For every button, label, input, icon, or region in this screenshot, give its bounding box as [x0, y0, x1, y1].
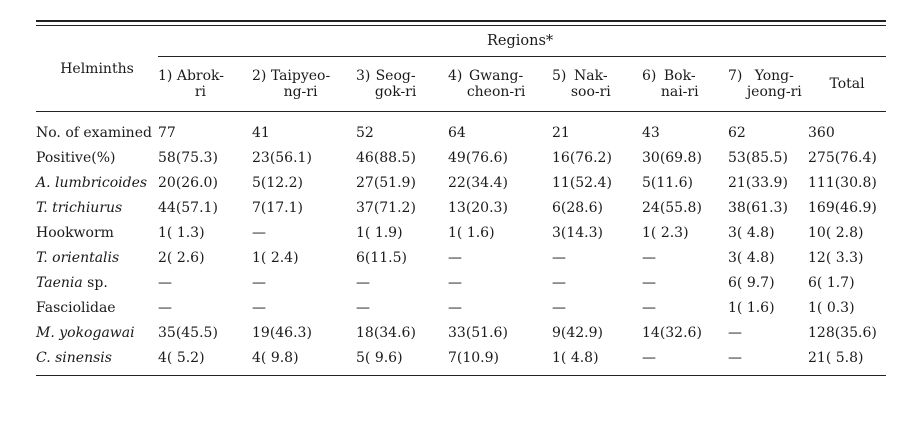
cell-value: 53(85.5): [728, 149, 788, 166]
cell-value: 77: [158, 124, 176, 141]
cell-value: 2( 2.6): [158, 249, 205, 266]
table-row: [36, 195, 886, 220]
cell-value: 5(11.6): [642, 174, 694, 191]
table-row: [36, 295, 886, 320]
cell-value: 1( 1.6): [448, 224, 495, 241]
row-label-italic: A. lumbricoides: [36, 174, 148, 191]
cell-value: 11(52.4): [552, 174, 612, 191]
cell-value: —: [642, 274, 656, 291]
col-name-line1: Nak-: [574, 68, 608, 84]
cell-value: 13(20.3): [448, 199, 508, 216]
row-label: [36, 295, 158, 320]
regions-title: Regions*: [486, 33, 554, 49]
col-header-2: [252, 57, 356, 112]
col-number: 1): [158, 68, 173, 84]
cell-value: 24(55.8): [642, 199, 702, 216]
cell-value: 5( 9.6): [356, 349, 403, 366]
col-number: 7): [728, 68, 743, 84]
cell-total: 21( 5.8): [808, 349, 864, 366]
regions-header-row: [36, 26, 886, 57]
cell-value: 43: [642, 124, 660, 141]
cell-value: 58(75.3): [158, 149, 218, 166]
cell-value: 21: [552, 124, 570, 141]
cell-total: 128(35.6): [808, 324, 877, 341]
top-double-rule-thick: [36, 20, 886, 22]
helminth-table-container: [36, 20, 886, 376]
col-name-line2: cheon-ri: [466, 84, 526, 100]
cell-total: 169(46.9): [808, 199, 877, 216]
row-label: [36, 320, 158, 345]
table-row: [36, 320, 886, 345]
cell-value: 23(56.1): [252, 149, 312, 166]
cell-value: —: [642, 349, 656, 366]
col-name-line1: Abrok-: [176, 68, 224, 84]
cell-value: 62: [728, 124, 746, 141]
row-label-italic: T. trichiurus: [36, 199, 123, 216]
col-name-line2: ng-ri: [283, 84, 318, 100]
cell-value: 37(71.2): [356, 199, 416, 216]
cell-value: 44(57.1): [158, 199, 218, 216]
cell-value: 6(28.6): [552, 199, 604, 216]
bottom-rule-row: [36, 376, 886, 377]
cell-value: 4( 5.2): [158, 349, 205, 366]
table-body: [36, 120, 886, 370]
cell-value: —: [448, 249, 462, 266]
cell-total: 360: [808, 124, 835, 141]
helminths-header: Helminths: [60, 61, 134, 77]
row-label-text: Fasciolidae: [36, 299, 116, 316]
cell-total: 111(30.8): [808, 174, 877, 191]
cell-total: 12( 3.3): [808, 249, 864, 266]
row-label-text: Hookworm: [36, 224, 114, 241]
row-label-italic: Taenia: [36, 274, 83, 291]
cell-value: 38(61.3): [728, 199, 788, 216]
cell-value: 5(12.2): [252, 174, 304, 191]
cell-value: 41: [252, 124, 270, 141]
col-name-line1: Yong-: [754, 68, 794, 84]
cell-value: 16(76.2): [552, 149, 612, 166]
cell-value: 64: [448, 124, 466, 141]
col-number: 2): [252, 68, 267, 84]
cell-value: —: [158, 299, 172, 316]
cell-value: 6(11.5): [356, 249, 408, 266]
cell-value: 3(14.3): [552, 224, 604, 241]
cell-value: 4( 9.8): [252, 349, 299, 366]
bottom-rule: [36, 376, 886, 377]
cell-value: —: [448, 299, 462, 316]
cell-value: 33(51.6): [448, 324, 508, 341]
col-header-total: Total: [829, 76, 865, 92]
cell-value: —: [158, 274, 172, 291]
cell-value: 22(34.4): [448, 174, 508, 191]
cell-total: 6( 1.7): [808, 274, 855, 291]
table-row: [36, 270, 886, 295]
cell-value: 6( 9.7): [728, 274, 775, 291]
cell-value: 1( 2.4): [252, 249, 299, 266]
cell-value: 1( 2.3): [642, 224, 689, 241]
cell-value: 27(51.9): [356, 174, 416, 191]
table-row: [36, 120, 886, 145]
table-row: [36, 245, 886, 270]
cell-value: —: [552, 274, 566, 291]
cell-value: 1( 4.8): [552, 349, 599, 366]
row-label: [36, 220, 158, 245]
cell-value: 49(76.6): [448, 149, 508, 166]
col-name-line2: ri: [194, 84, 206, 100]
cell-value: 14(32.6): [642, 324, 702, 341]
cell-value: —: [728, 349, 742, 366]
cell-value: 18(34.6): [356, 324, 416, 341]
cell-value: 1( 1.9): [356, 224, 403, 241]
col-name-line2: soo-ri: [570, 84, 611, 100]
row-label-text: No. of examined: [36, 124, 152, 141]
row-label: [36, 345, 158, 370]
row-label: [36, 145, 158, 170]
cell-value: 30(69.8): [642, 149, 702, 166]
row-label: [36, 120, 158, 145]
cell-value: —: [728, 324, 742, 341]
cell-value: —: [356, 299, 370, 316]
cell-value: —: [448, 274, 462, 291]
row-label: [36, 270, 158, 295]
row-label: [36, 245, 158, 270]
cell-value: 46(88.5): [356, 149, 416, 166]
cell-total: 1( 0.3): [808, 299, 855, 316]
table-row: [36, 145, 886, 170]
row-label-italic: M. yokogawai: [36, 324, 135, 341]
cell-value: 35(45.5): [158, 324, 218, 341]
col-name-line2: gok-ri: [374, 84, 417, 100]
col-name-line1: Seog-: [375, 68, 416, 84]
cell-value: 21(33.9): [728, 174, 788, 191]
row-label: [36, 170, 158, 195]
col-name-line1: Taipyeo-: [270, 68, 331, 84]
column-header-row: [36, 57, 886, 112]
cell-value: 1( 1.3): [158, 224, 205, 241]
col-header-4: [448, 57, 552, 112]
row-label-italic: C. sinensis: [36, 349, 112, 366]
cell-value: 20(26.0): [158, 174, 218, 191]
table-row: [36, 345, 886, 370]
col-name-line2: nai-ri: [660, 84, 699, 100]
cell-value: 19(46.3): [252, 324, 312, 341]
cell-total: 10( 2.8): [808, 224, 864, 241]
cell-value: 1( 1.6): [728, 299, 775, 316]
cell-value: 7(10.9): [448, 349, 500, 366]
cell-value: —: [252, 224, 266, 241]
cell-value: —: [642, 299, 656, 316]
helminth-infection-table: [36, 26, 886, 376]
col-number: 4): [448, 68, 463, 84]
col-number: 6): [642, 68, 657, 84]
col-header-7: [728, 57, 808, 112]
cell-value: 52: [356, 124, 374, 141]
cell-value: —: [642, 249, 656, 266]
col-number: 5): [552, 68, 567, 84]
cell-value: —: [356, 274, 370, 291]
col-header-1: [158, 57, 252, 112]
cell-value: 7(17.1): [252, 199, 304, 216]
col-name-line1: Gwang-: [468, 68, 524, 84]
cell-value: —: [552, 299, 566, 316]
col-header-6: [642, 57, 728, 112]
col-number: 3): [356, 68, 371, 84]
row-label-suffix: sp.: [82, 274, 108, 291]
table-row: [36, 220, 886, 245]
cell-value: —: [552, 249, 566, 266]
cell-value: 3( 4.8): [728, 224, 775, 241]
cell-value: —: [252, 274, 266, 291]
row-label-italic: T. orientalis: [36, 249, 120, 266]
cell-total: 275(76.4): [808, 149, 877, 166]
table-row: [36, 170, 886, 195]
col-name-line2: jeong-ri: [746, 84, 802, 100]
col-header-5: [552, 57, 642, 112]
col-name-line1: Bok-: [663, 68, 696, 84]
cell-value: 3( 4.8): [728, 249, 775, 266]
row-label-text: Positive(%): [36, 149, 116, 166]
cell-value: 9(42.9): [552, 324, 604, 341]
col-header-3: [356, 57, 448, 112]
cell-value: —: [252, 299, 266, 316]
row-label: [36, 195, 158, 220]
